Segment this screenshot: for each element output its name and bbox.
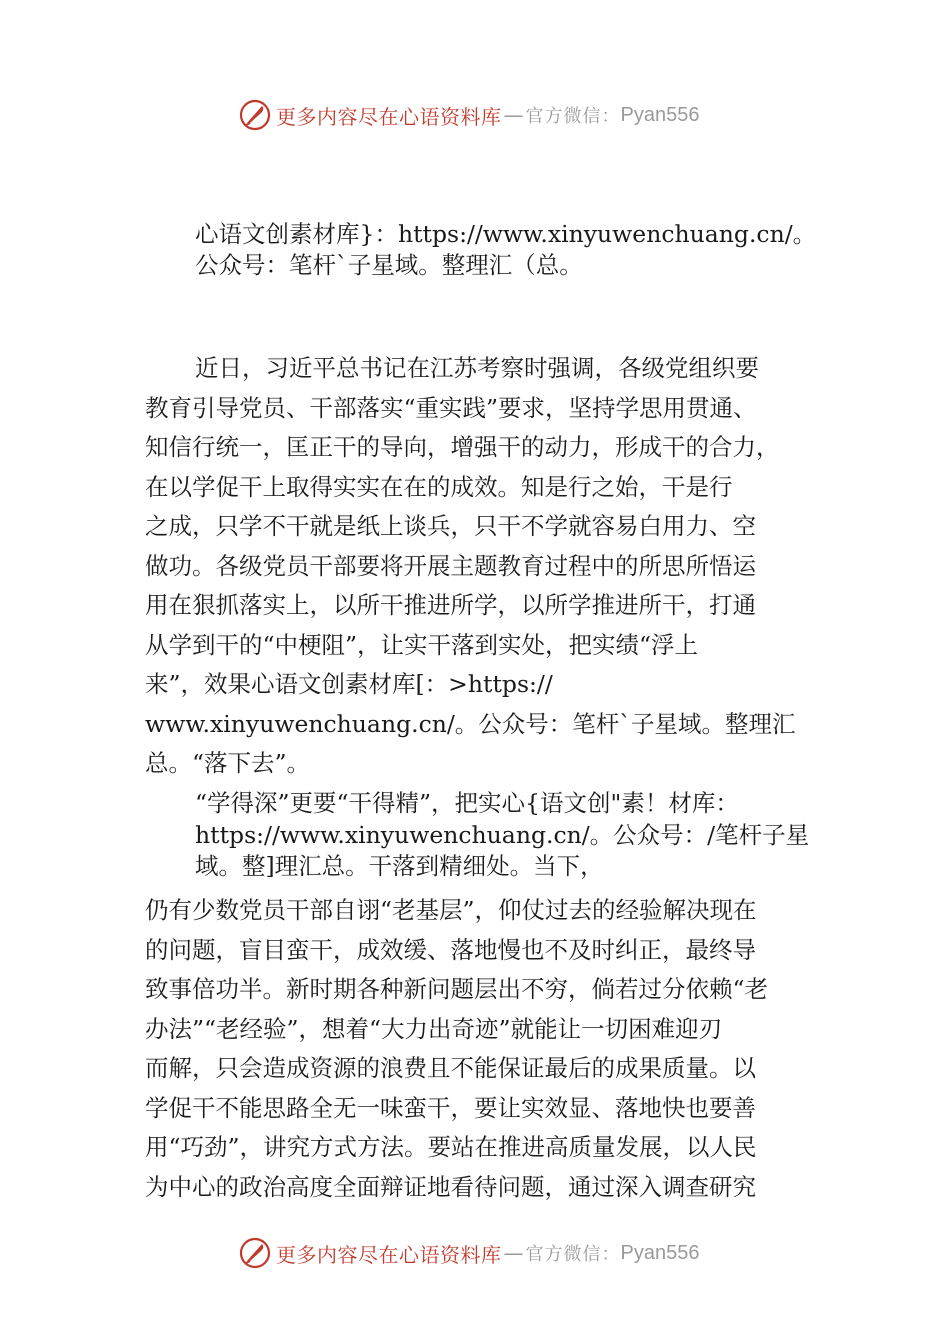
watermark-wechat-label: 官方微信： [525,106,621,127]
paragraph-line: 用“巧劲”，讲究方式方法。要站在推进高质量发展，以人民 [145,1133,757,1161]
paragraph-line: 而解，只会造成资源的浪费且不能保证最后的成果质量。以 [145,1054,756,1082]
header-watermark-banner [238,95,758,135]
paragraph-line: 仍有少数党员干部自诩“老基层”，仰仗过去的经验解决现在 [145,896,757,924]
paragraph-line: 教育引导党员、干部落实“重实践”要求，坚持学思用贯通、 [145,394,757,422]
header-block-line: 公众号：笔杆`子星域。整理汇（总。 [195,251,583,279]
watermark-dash: — [503,1241,524,1265]
paragraph-line: 近日，习近平总书记在江苏考察时强调，各级党组织要 [195,354,759,382]
watermark-wechat-label: 官方微信： [525,1244,621,1265]
paragraph-line: 知信行统一，匡正干的导向，增强干的动力，形成干的合力， [145,433,780,461]
paragraph-line: https://www.xinyuwenchuang.cn/。公众号：/笔杆子星 [195,821,810,849]
paragraph-line: 在以学促干上取得实实在在的成效。知是行之始，干是行 [145,473,733,501]
watermark-dash: — [503,103,524,127]
paragraph-line: “学得深”更要“干得精”，把实心{语文创"素！材库： [195,789,739,817]
paragraph-line: 做功。各级党员干部要将开展主题教育过程中的所思所悟运 [145,552,756,580]
header-block-line: 心语文创素材库}：https://www.xinyuwenchuang.cn/。 [195,220,817,248]
quill-pen-icon [238,98,272,132]
watermark-site-text: 更多内容尽在心语资料库 [276,104,502,129]
watermark-wechat-id: Pyan556 [620,1241,700,1264]
paragraph-line: 致事倍功半。新时期各种新问题层出不穷，倘若过分依赖“老 [145,975,769,1003]
paragraph-line: 为中心的政治高度全面辩证地看待问题，通过深入调查研究 [145,1173,756,1201]
paragraph-line: 从学到干的“中梗阻”，让实干落到实处，把实绩“浮上 [145,631,699,659]
paragraph-line: 来”，效果心语文创素材库[：>https:// [145,670,553,698]
watermark-wechat-id: Pyan556 [620,103,700,126]
watermark-site-text: 更多内容尽在心语资料库 [276,1242,502,1267]
paragraph-line: www.xinyuwenchuang.cn/。公众号：笔杆`子星域。整理汇 [145,710,796,738]
paragraph-line: 之成，只学不干就是纸上谈兵，只干不学就容易白用力、空 [145,512,756,540]
paragraph-line: 域。整]理汇总。干落到精细处。当下， [195,852,604,880]
paragraph-line: 办法”“老经验”，想着“大力出奇迹”就能让一切困难迎刃 [145,1015,723,1043]
footer-watermark-banner [238,1233,758,1273]
paragraph-line: 的问题，盲目蛮干，成效缓、落地慢也不及时纠正，最终导 [145,936,756,964]
paragraph-line: 学促干不能思路全无一味蛮干，要让实效显、落地快也要善 [145,1094,756,1122]
paragraph-line: 用在狠抓落实上，以所干推进所学，以所学推进所干，打通 [145,591,756,619]
paragraph-line: 总。“落下去”。 [145,749,311,777]
quill-pen-icon [238,1236,272,1270]
